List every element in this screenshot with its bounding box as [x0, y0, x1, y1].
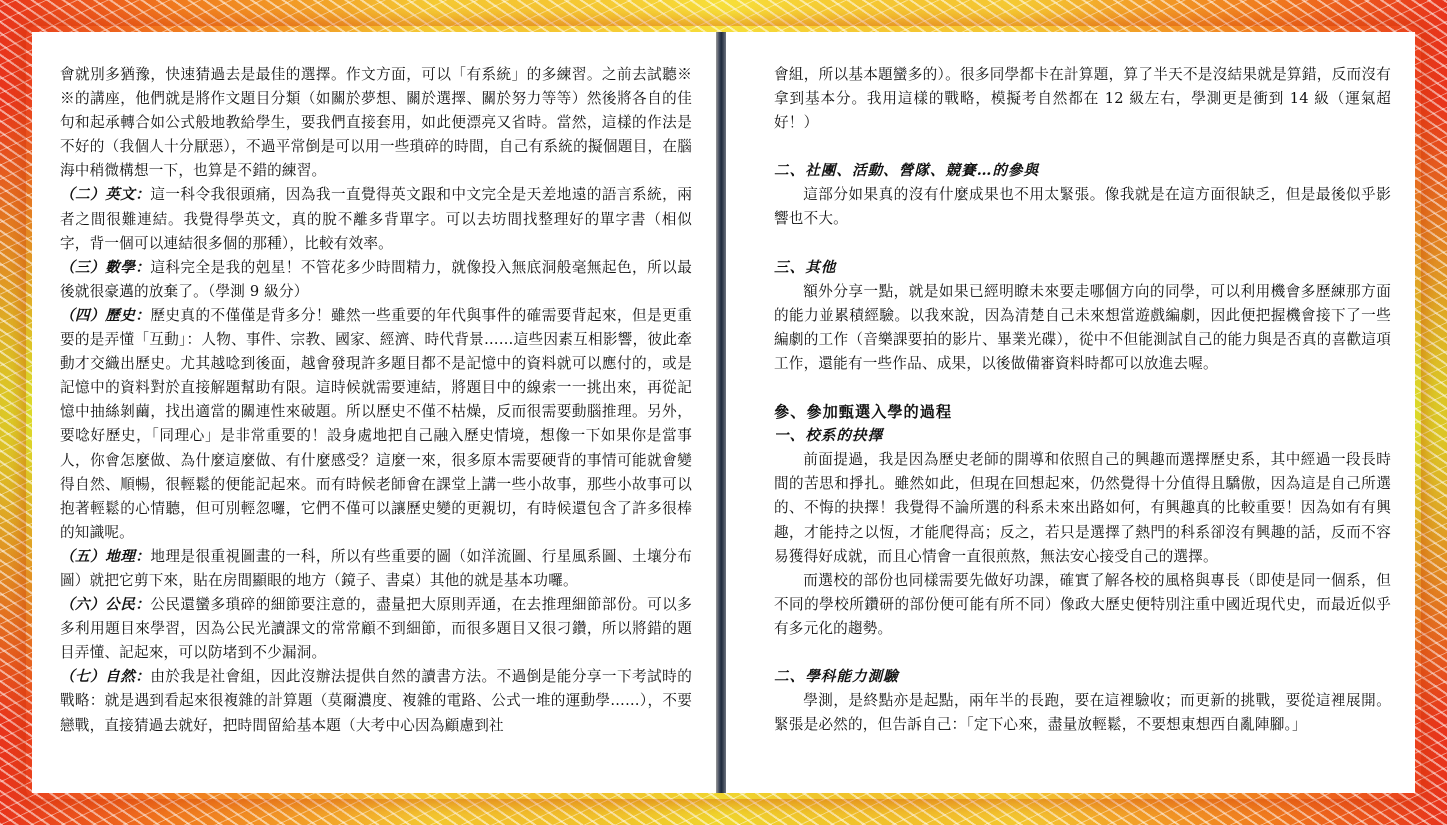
- activities-paragraph: 這部分如果真的沒有什麼成果也不用太緊張。像我就是在這方面很缺乏，但是最後似乎影響也不大。: [774, 186, 1391, 228]
- spacer: [774, 641, 1391, 665]
- science-continued-paragraph: 會組，所以基本題蠻多的）。很多同學都卡在計算題，算了半天不是沒結果就是算錯，反而沒有拿到基本分。我用這樣的戰略，模擬考自然都在 12 級左右，學測更是衝到 14 級（運氣超好！）: [774, 66, 1391, 132]
- science-label: （七）自然：: [60, 668, 151, 686]
- science-paragraph: [60, 665, 692, 737]
- math-text: 這科完全是我的剋星！不管花多少時間精力，就像投入無底洞般毫無起色，所以最後就很豪邁的放棄了。（學測 9 級分）: [60, 258, 692, 300]
- section-heading-activities: 二、社團、活動、營隊、競賽…的參與: [774, 162, 1040, 180]
- spacer: [774, 135, 1391, 159]
- spacer: [774, 376, 1391, 400]
- english-paragraph: [60, 183, 692, 255]
- section-heading-ability-test: 二、學科能力測驗: [774, 667, 899, 685]
- other-paragraph: 額外分享一點，就是如果已經明瞭未來要走哪個方向的同學，可以利用機會多歷練那方面的能力並累積經驗。以我來說，因為清楚自己未來想當遊戲編劇，因此便把握機會接下了一些編劇的工作（音樂課要拍的影片、畢業光碟），從中不但能測試自己的能力與是否真的喜歡這項工作，還能有一些作品、成果，以後做備審資料時都可以放進去喔。: [774, 282, 1391, 372]
- history-paragraph: [60, 304, 692, 545]
- civics-label: （六）公民：: [60, 596, 151, 614]
- spacer: [774, 232, 1391, 256]
- department-paragraph-1: 前面提過，我是因為歷史老師的開導和依照自己的興趣而選擇歷史系，其中經過一段長時間的苦思和掙扎。雖然如此，但現在回想起來，仍然覺得十分值得且驕傲，因為這是自己所選的、不悔的抉擇！我覺得不論所選的科系未來出路如何，有興趣真的比較重要！因為如有有興趣，才能持之以恆，才能爬得高；反之，若只是選擇了熱門的科系卻沒有興趣的話，反而不容易獲得好成就，而且心情會一直很煎熬，無法安心接受自己的選擇。: [774, 451, 1391, 565]
- civics-paragraph: [60, 593, 692, 665]
- english-label: （二）英文：: [60, 186, 151, 204]
- math-label: （三）數學：: [60, 258, 151, 276]
- math-paragraph: [60, 256, 692, 304]
- civics-text: 公民還蠻多瑣碎的細節要注意的，盡量把大原則弄通，在去推理細節部份。可以多多利用題目來學習，因為公民光讀課文的常常顧不到細節，而很多題目又很刁鑽，所以將錯的題目弄懂、記起來，可以防堵到不少漏洞。: [60, 596, 692, 662]
- geography-text: 地理是很重視圖畫的一科，所以有些重要的圖（如洋流圖、行星風系圖、土壤分布圖）就把它剪下來，貼在房間顯眼的地方（鏡子、書桌）其他的就是基本功囉。: [60, 547, 692, 589]
- history-text: 歷史真的不僅僅是背多分！雖然一些重要的年代與事件的確需要背起來，但是更重要的是弄懂「互動」：人物、事件、宗教、國家、經濟、時代背景……這些因素互相影響，彼此牽動才交織出歷史。尤其越唸到後面，越會發現許多題目都不是記憶中的資料就可以應付的，或是記憶中的資料對於直接解題幫助有限。這時候就需要連結，將題目中的線索一一挑出來，再從記憶中抽絲剝繭，找出適當的關連性來破題。所以歷史不僅不枯燥，反而很需要動腦推理。另外，要唸好歷史，「同理心」是非常重要的！設身處地把自己融入歷史情境，想像一下如果你是當事人，你會怎麼做、為什麼這麼做、有什麼感受？這麼一來，很多原本需要硬背的事情可能就會變得自然、順暢，很輕鬆的便能記起來。而有時候老師會在課堂上講一些小故事，那些小故事可以抱著輕鬆的心情聽，但可別輕忽囉，它們不僅可以讓歷史變的更親切，有時候還包含了許多很棒的知識呢。: [60, 306, 692, 541]
- book-spine: [716, 32, 726, 793]
- history-label: （四）歷史：: [60, 306, 151, 324]
- geography-label: （五）地理：: [60, 547, 151, 565]
- chapter-heading: 參、參加甄選入學的過程: [774, 403, 953, 422]
- department-paragraph-2: 而選校的部份也同樣需要先做好功課，確實了解各校的風格與專長（即使是同一個系，但不同的學校所鑽研的部份便可能有所不同）像政大歷史便特別注重中國近現代史，而最近似乎有多元化的趨勢。: [774, 571, 1391, 637]
- section-heading-department: 一、校系的抉擇: [774, 427, 884, 445]
- english-text: 這一科令我很頭痛，因為我一直覺得英文跟和中文完全是天差地遠的語言系統，兩者之間很難連結。我覺得學英文，真的脫不離多背單字。可以去坊間找整理好的單字書（相似字，背一個可以連結很多個的那種），比較有效率。: [60, 186, 692, 252]
- section-heading-other: 三、其他: [774, 258, 837, 276]
- geography-paragraph: [60, 545, 692, 593]
- left-paragraph-writing: 會就別多猶豫，快速猜過去是最佳的選擇。作文方面，可以「有系統」的多練習。之前去試聽※※的講座，他們就是將作文題目分類（如關於夢想、關於選擇、關於努力等等）然後將各自的佳句和起承轉合如公式般地教給學生，要我們直接套用，如此便漂亮又省時。當然，這樣的作法是不好的（我個人十分厭惡），不過平常倒是可以用一些瑣碎的時間，自己有系統的擬個題目，在腦海中稍微構想一下，也算是不錯的練習。: [60, 66, 692, 180]
- ability-test-paragraph: 學測，是終點亦是起點，兩年半的長跑，要在這裡驗收；而更新的挑戰，要從這裡展開。緊張是必然的，但告訴自己：「定下心來，盡量放輕鬆，不要想東想西自亂陣腳。」: [774, 692, 1391, 734]
- right-page: [726, 32, 1415, 793]
- science-text: 由於我是社會組，因此沒辦法提供自然的讀書方法。不過倒是能分享一下考試時的戰略：就是遇到看起來很複雜的計算題（莫爾濃度、複雜的電路、公式一堆的運動學……），不要戀戰，直接猜過去就好，把時間留給基本題（大考中心因為顧慮到社: [60, 668, 692, 734]
- left-page: [32, 32, 716, 793]
